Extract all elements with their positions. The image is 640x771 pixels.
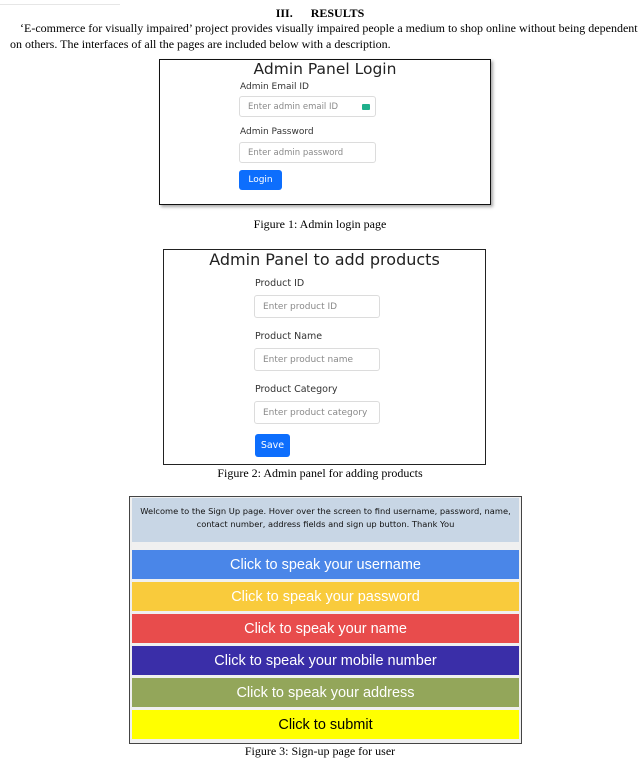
password-placeholder: Enter admin password (248, 147, 344, 158)
speak-password-button[interactable]: Click to speak your password (132, 582, 519, 611)
section-number: III. (275, 6, 293, 20)
welcome-line-2: contact number, address fields and sign up button. Thank You (196, 519, 455, 529)
product-name-field[interactable] (254, 348, 380, 371)
speak-mobile-button[interactable]: Click to speak your mobile number (132, 646, 519, 675)
email-label: Admin Email ID (240, 82, 309, 92)
product-id-placeholder: Enter product ID (263, 301, 338, 312)
product-category-placeholder: Enter product category (263, 407, 368, 418)
save-button[interactable]: Save (255, 434, 290, 457)
product-name-placeholder: Enter product name (263, 354, 354, 365)
section-title: RESULTS (310, 6, 365, 20)
admin-login-title: Admin Panel Login (253, 60, 397, 78)
email-placeholder: Enter admin email ID (248, 101, 339, 112)
figure-add-products (163, 249, 486, 465)
add-products-title: Admin Panel to add products (209, 250, 440, 269)
figure-admin-login (159, 59, 491, 205)
product-id-field[interactable] (254, 295, 380, 318)
submit-button[interactable]: Click to submit (132, 710, 519, 739)
welcome-line-1: Welcome to the Sign Up page. Hover over the screen to find username, password, name, (140, 506, 511, 516)
keyboard-icon (362, 104, 370, 110)
figure3-caption: Figure 3: Sign-up page for user (244, 744, 396, 758)
speak-address-button[interactable]: Click to speak your address (132, 678, 519, 707)
password-label: Admin Password (240, 127, 314, 137)
figure-signup-page (129, 496, 522, 744)
section-heading (0, 6, 640, 21)
welcome-banner (132, 498, 519, 542)
figure1-caption: Figure 1: Admin login page (253, 217, 387, 231)
email-field[interactable] (239, 96, 376, 117)
product-category-field[interactable] (254, 401, 380, 424)
speak-name-button[interactable]: Click to speak your name (132, 614, 519, 643)
product-category-label: Product Category (255, 384, 338, 395)
intro-paragraph: ‘E-commerce for visually impaired’ project provides visually impaired people a medium to shop online without being dependent on others. The interfaces of all the pages are included below with a description. (10, 21, 638, 51)
login-button[interactable]: Login (239, 170, 282, 190)
product-id-label: Product ID (255, 278, 305, 289)
product-name-label: Product Name (255, 331, 323, 342)
password-field[interactable] (239, 142, 376, 163)
figure2-caption: Figure 2: Admin panel for adding products (217, 466, 423, 480)
top-rule (0, 0, 120, 5)
speak-username-button[interactable]: Click to speak your username (132, 550, 519, 579)
